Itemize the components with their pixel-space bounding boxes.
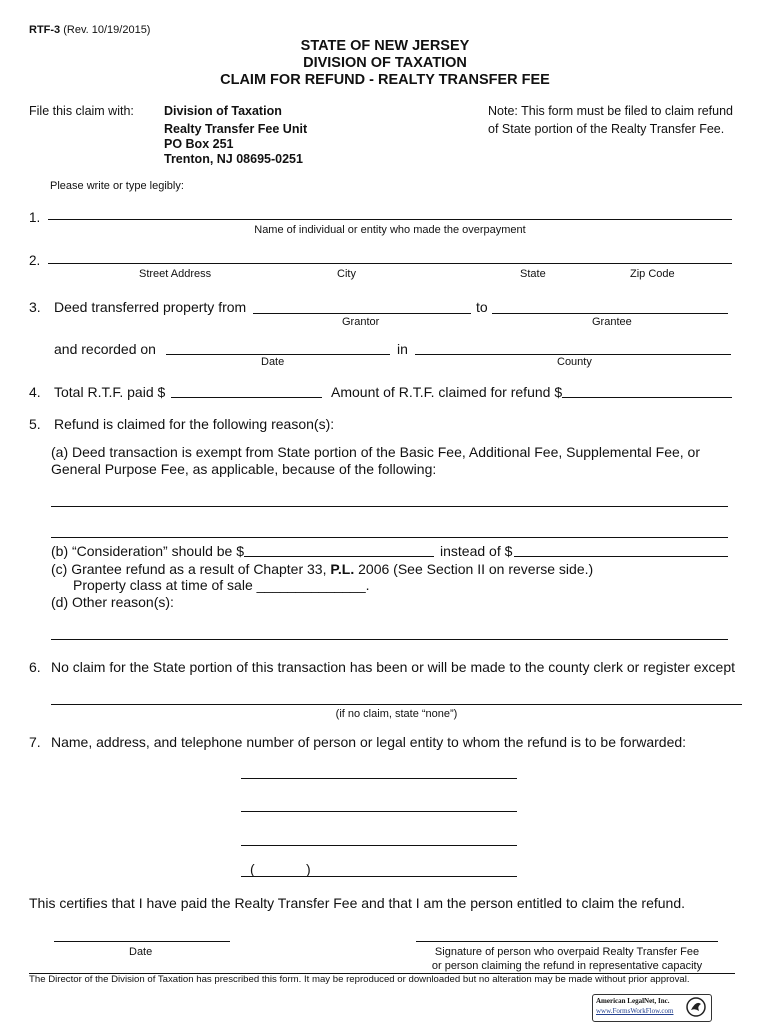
total-rtf-label: Total R.T.F. paid $	[54, 384, 166, 400]
no-claim-label: No claim for the State portion of this transaction has been or will be made to the county clerk or register except	[51, 659, 736, 675]
reason-d-input[interactable]	[54, 623, 724, 639]
signature-line	[416, 941, 718, 942]
in-label: in	[397, 341, 408, 357]
recorded-date-input[interactable]	[169, 338, 387, 354]
address-line-1: Division of Taxation	[164, 104, 282, 118]
title-form: CLAIM FOR REFUND - REALTY TRANSFER FEE	[220, 72, 550, 88]
form-id-line	[29, 24, 150, 36]
street-caption: Street Address	[139, 268, 212, 280]
grantee-input[interactable]	[495, 297, 725, 313]
to-label: to	[476, 299, 488, 315]
forward-address-line-1	[241, 811, 517, 812]
address-line	[48, 263, 732, 264]
title-division: DIVISION OF TAXATION	[303, 55, 467, 71]
logo-line-2[interactable]: www.FormsWorkFlow.com	[596, 1007, 674, 1015]
item-3-number: 3.	[29, 299, 41, 315]
file-with-label: File this claim with:	[29, 104, 134, 118]
reason-a-line-2: General Purpose Fee, as applicable, because of the following:	[51, 461, 437, 477]
total-rtf-line	[171, 397, 322, 398]
county-input[interactable]	[418, 338, 728, 354]
reason-a-line-blank-2	[51, 537, 728, 538]
signature-input[interactable]	[419, 925, 715, 941]
address-input[interactable]	[52, 247, 728, 263]
phone-close-paren: )	[306, 861, 311, 877]
signature-caption-1: Signature of person who overpaid Realty Transfer Fee	[434, 946, 700, 958]
refund-reasons-label: Refund is claimed for the following reason(s):	[54, 416, 335, 432]
forward-address-input-2[interactable]	[244, 829, 514, 845]
logo-line-1: American LegalNet, Inc.	[596, 997, 670, 1005]
total-rtf-input[interactable]	[174, 381, 319, 397]
reason-c-pre: (c) Grantee refund as a result of Chapter 33,	[51, 561, 331, 577]
signature-date-caption: Date	[129, 946, 153, 958]
reason-c-line-1	[51, 561, 593, 577]
refund-amount-line	[562, 397, 732, 398]
consideration-input[interactable]	[247, 541, 431, 557]
reason-c-pl: P.L.	[330, 561, 355, 577]
form-id: RTF-3	[29, 24, 61, 36]
name-input[interactable]	[52, 204, 728, 220]
no-claim-input[interactable]	[54, 688, 738, 704]
phone-line	[241, 876, 517, 877]
state-caption: State	[520, 268, 546, 280]
phone-open-paren: (	[250, 861, 255, 877]
instructions: Please write or type legibly:	[50, 180, 184, 192]
form-revision: (Rev. 10/19/2015)	[63, 24, 151, 36]
reason-d-line	[51, 639, 728, 640]
zip-caption: Zip Code	[630, 268, 675, 280]
item-2-number: 2.	[29, 253, 41, 268]
name-caption: Name of individual or entity who made the overpayment	[254, 224, 526, 236]
grantee-caption: Grantee	[592, 316, 632, 328]
no-claim-caption: (if no claim, state “none”)	[335, 708, 458, 720]
forward-address-line-2	[241, 845, 517, 846]
grantor-caption: Grantor	[342, 316, 380, 328]
reason-a-line-1: (a) Deed transaction is exempt from State portion of the Basic Fee, Additional Fee, Supplemental Fee, or	[51, 444, 701, 460]
note-line-1: Note: This form must be filed to claim refund	[488, 104, 734, 118]
deed-transferred-label: Deed transferred property from	[54, 299, 247, 315]
forward-to-label: Name, address, and telephone number of person or legal entity to whom the refund is to be forwarded:	[51, 734, 687, 750]
address-line-4: Trenton, NJ 08695-0251	[164, 152, 303, 166]
reason-b-label: (b) “Consideration” should be $	[51, 543, 244, 559]
reason-a-line-blank-1	[51, 506, 728, 507]
address-line-3: PO Box 251	[164, 137, 234, 151]
forward-address-input-1[interactable]	[244, 795, 514, 811]
reason-a-input-2[interactable]	[54, 521, 724, 537]
grantor-line	[253, 313, 471, 314]
grantee-line	[492, 313, 728, 314]
reason-c-post: 2006 (See Section II on reverse side.)	[354, 561, 594, 577]
signature-date-line	[54, 941, 230, 942]
no-claim-line	[51, 704, 742, 705]
item-1-number: 1.	[29, 210, 41, 225]
phone-number-input[interactable]	[316, 860, 514, 876]
item-7-number: 7.	[29, 734, 41, 750]
reason-d-label: (d) Other reason(s):	[51, 594, 174, 610]
logo-emblem-icon	[686, 997, 706, 1017]
address-line-2: Realty Transfer Fee Unit	[164, 122, 308, 136]
phone-area-code-input[interactable]	[258, 860, 304, 876]
forward-name-input[interactable]	[244, 762, 514, 778]
refund-amount-input[interactable]	[565, 381, 729, 397]
signature-date-input[interactable]	[57, 925, 227, 941]
title-state: STATE OF NEW JERSEY	[300, 38, 470, 54]
date-caption: Date	[261, 356, 285, 368]
certification-text: This certifies that I have paid the Realty Transfer Fee and that I am the person entitled to claim the refund.	[29, 895, 686, 911]
county-line	[415, 354, 731, 355]
county-caption: County	[557, 356, 592, 368]
signature-caption-2: or person claiming the refund in representative capacity	[431, 960, 703, 972]
item-5-number: 5.	[29, 416, 41, 432]
note-line-2: of State portion of the Realty Transfer Fee.	[488, 122, 725, 136]
footer-text: The Director of the Division of Taxation has prescribed this form. It may be reproduced or downloaded but no alteration may be made without prior approval.	[29, 974, 690, 985]
american-legalnet-logo	[592, 994, 712, 1022]
instead-of-label: instead of $	[440, 543, 513, 559]
forward-name-line	[241, 778, 517, 779]
date-line	[166, 354, 390, 355]
grantor-input[interactable]	[256, 297, 468, 313]
property-class-input[interactable]	[258, 576, 368, 592]
city-caption: City	[337, 268, 356, 280]
instead-of-input[interactable]	[517, 541, 725, 557]
property-class-label: Property class at time of sale ______________.	[73, 577, 370, 593]
item-4-number: 4.	[29, 384, 41, 400]
refund-amount-label: Amount of R.T.F. claimed for refund $	[331, 384, 563, 400]
reason-a-input-1[interactable]	[54, 490, 724, 506]
recorded-on-label: and recorded on	[54, 341, 156, 357]
item-6-number: 6.	[29, 659, 41, 675]
